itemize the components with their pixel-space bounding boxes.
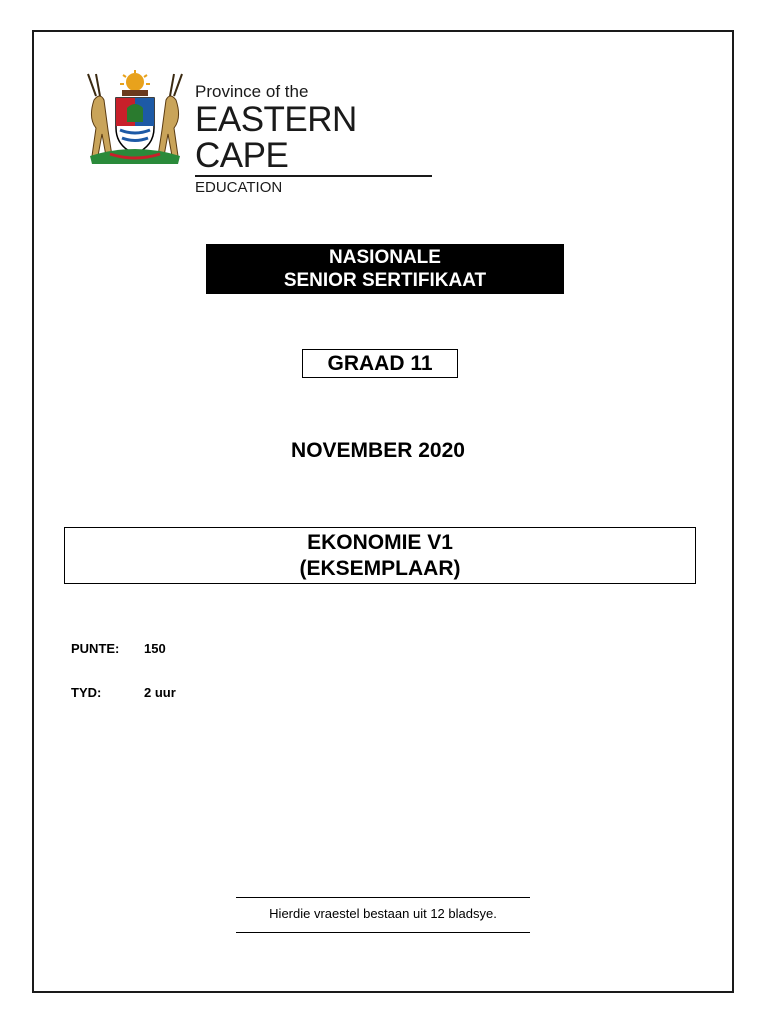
page-count-note: Hierdie vraestel bestaan uit 12 bladsye. [269,906,497,921]
exam-date: NOVEMBER 2020 [291,439,465,462]
footer-top-rule [236,897,530,898]
marks-row [71,641,166,657]
subject-subtitle: (EKSEMPLAAR) [299,556,461,580]
logo-eastern-cape-text: EASTERN CAPE [195,100,357,175]
eastern-cape-education-logo [80,70,440,196]
marks-label: PUNTE: [71,641,120,656]
time-row [71,685,176,701]
subject-box [64,527,696,584]
logo-province-text: Province of the [195,82,309,101]
logo-education-text: EDUCATION [195,178,283,196]
certificate-banner [206,244,564,294]
logo-divider [195,175,432,177]
banner-line-1: NASIONALE [329,247,441,268]
time-label: TYD: [71,685,102,700]
coat-of-arms-icon [80,70,190,166]
footer-bottom-rule [236,932,530,933]
marks-value: 150 [144,641,166,656]
grade-label: GRAAD 11 [302,349,458,378]
subject-title: EKONOMIE V1 [307,530,453,554]
banner-line-2: SENIOR SERTIFIKAAT [283,270,487,291]
time-value: 2 uur [144,685,176,700]
